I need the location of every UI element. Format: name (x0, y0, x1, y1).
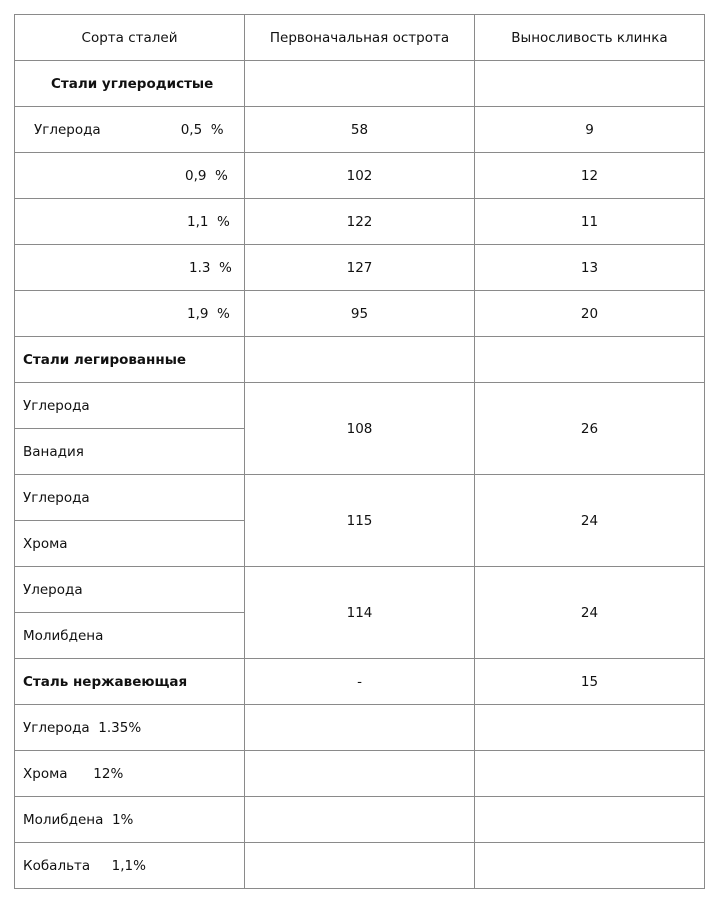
table-row (15, 245, 705, 291)
alloy-element: Молибдена (15, 613, 245, 659)
stainless-element: Хрома 12% (15, 751, 245, 797)
table-row (15, 797, 705, 843)
endurance-value: 12 (475, 153, 705, 199)
sharpness-value: 108 (245, 383, 475, 475)
section-title-stainless: Сталь нержавеющая (15, 659, 245, 705)
section-row-carbon (15, 61, 705, 107)
section-row-alloy (15, 337, 705, 383)
carbon-percent: 1,9 % (187, 305, 230, 322)
endurance-value: 11 (475, 199, 705, 245)
sharpness-value: 115 (245, 475, 475, 567)
table-row (15, 107, 705, 153)
alloy-element: Углерода (15, 383, 245, 429)
carbon-percent: 1,1 % (187, 213, 230, 230)
table-row (15, 153, 705, 199)
table-row (15, 383, 705, 429)
sharpness-value: 122 (245, 199, 475, 245)
table-row (15, 291, 705, 337)
endurance-value: 13 (475, 245, 705, 291)
header-row (15, 15, 705, 61)
sharpness-value: 127 (245, 245, 475, 291)
section-title-carbon: Стали углеродистые (15, 61, 245, 107)
table-row (15, 567, 705, 613)
endurance-value: 24 (475, 567, 705, 659)
carbon-percent: 0,5 % (180, 121, 224, 138)
sharpness-value: - (245, 659, 475, 705)
stainless-element: Углерода 1.35% (15, 705, 245, 751)
endurance-value: 26 (475, 383, 705, 475)
alloy-element: Углерода (15, 475, 245, 521)
section-title-alloy: Стали легированные (15, 337, 245, 383)
endurance-value: 24 (475, 475, 705, 567)
steel-table (14, 14, 705, 889)
alloy-element: Улерода (15, 567, 245, 613)
endurance-value: 15 (475, 659, 705, 705)
table-row (15, 199, 705, 245)
sharpness-value: 58 (245, 107, 475, 153)
sharpness-value: 102 (245, 153, 475, 199)
sharpness-value: 114 (245, 567, 475, 659)
endurance-value: 9 (475, 107, 705, 153)
table-row (15, 705, 705, 751)
table-row (15, 843, 705, 889)
carbon-percent: 0,9 % (185, 167, 228, 184)
table-row (15, 751, 705, 797)
carbon-percent: 1.3 % (189, 259, 232, 276)
endurance-value: 20 (475, 291, 705, 337)
stainless-element: Кобальта 1,1% (15, 843, 245, 889)
table-row (15, 475, 705, 521)
alloy-element: Хрома (15, 521, 245, 567)
sharpness-value: 95 (245, 291, 475, 337)
section-row-stainless (15, 659, 705, 705)
header-sharpness: Первоначальная острота (245, 15, 475, 61)
carbon-label: Углерода (34, 121, 101, 138)
header-grade: Сорта сталей (15, 15, 245, 61)
alloy-element: Ванадия (15, 429, 245, 475)
header-endurance: Выносливость клинка (475, 15, 705, 61)
stainless-element: Молибдена 1% (15, 797, 245, 843)
